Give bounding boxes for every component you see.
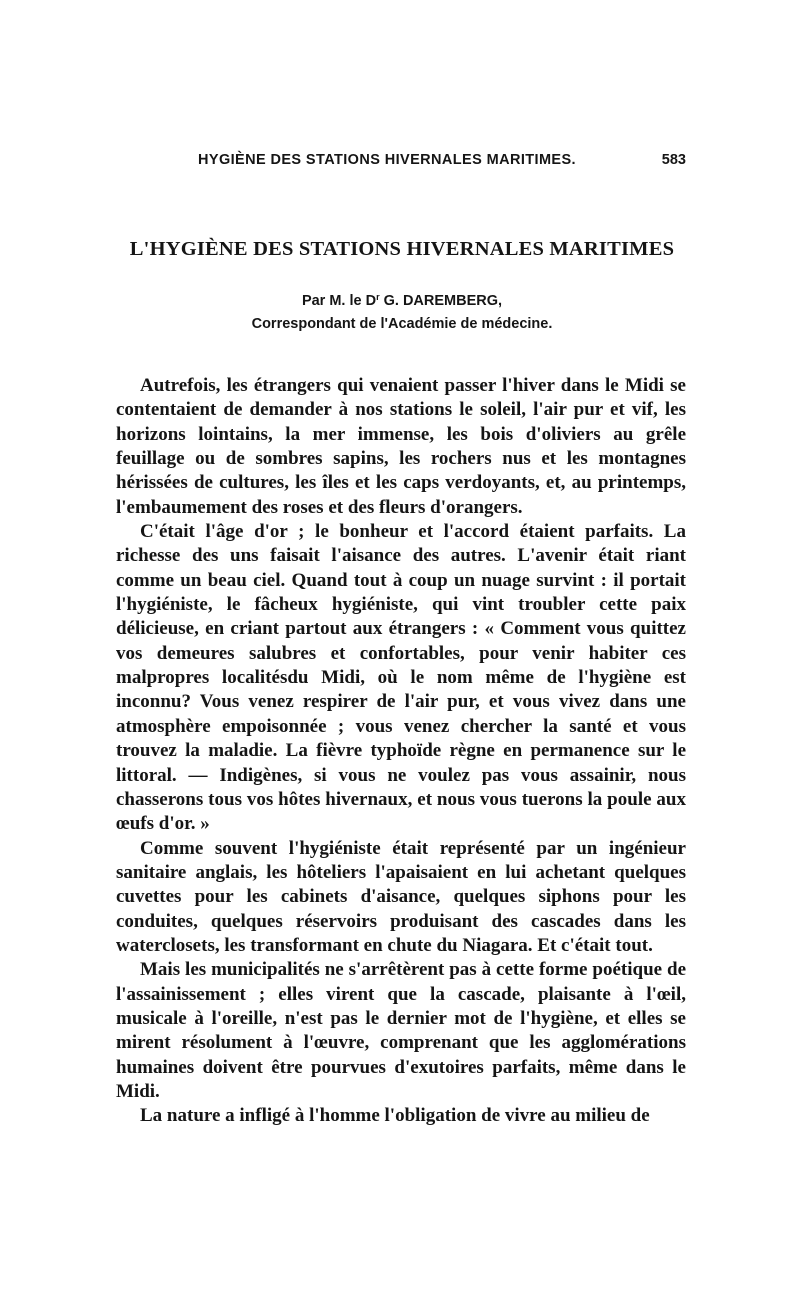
author-affiliation: Correspondant de l'Académie de médecine.	[251, 316, 553, 332]
byline-superscript: r	[376, 292, 380, 302]
paragraph: C'était l'âge d'or ; le bonheur et l'accord étaient parfaits. La richesse des uns faisait l'aisance des autres. L'avenir était riant comme un beau ciel. Quand tout à coup un nuage survint : il portait l'hygiéniste, le fâcheux hygiéniste, qui vint troubler cette paix délicieuse, en criant partout aux étrangers : « Comment vous quittez vos demeures salubres et confortables, pour venir habiter ces malpropres localitésdu Midi, où le nom même de l'hygiène est inconnu? Vous venez respirer de l'air pur, et vous vivez dans une atmosphère empoisonnée ; vous venez chercher la santé et vous trouvez la maladie. La fièvre typhoïde règne en permanence sur le littoral. — Indigènes, si vous ne voulez pas vous assainir, nous chasserons tous vos hôtes hivernaux, et nous vous tuerons la poule aux œufs d'or. »	[116, 521, 686, 835]
paragraph: Autrefois, les étrangers qui venaient passer l'hiver dans le Midi se contentaient de demander à nos stations le soleil, l'air pur et vif, les horizons lointains, la mer immense, les bois d'oliviers au grêle feuillage ou de sombres sapins, les rochers nus et les montagnes hérissées de cultures, les îles et les caps verdoyants, et, au printemps, l'embaumement des roses et des fleurs d'orangers.	[116, 375, 686, 518]
article-title: L'HYGIÈNE DES STATIONS HIVERNALES MARITIMES	[129, 238, 675, 260]
paragraph: La nature a infligé à l'homme l'obligation de vivre au milieu de	[140, 1105, 650, 1127]
running-head	[118, 152, 686, 172]
paragraph: Mais les municipalités ne s'arrêtèrent pas à cette forme poétique de l'assainissement ; elles virent que la cascade, plaisante à l'œil, musicale à l'oreille, n'est pas le dernier mot de l'hygiène, et elles se mirent résolument à l'œuvre, comprenant que les agglomérations humaines doivent être pourvues d'exutoires parfaits, même dans le Midi.	[116, 959, 686, 1102]
page-number: 583	[661, 152, 686, 168]
paragraph: Comme souvent l'hygiéniste était représenté par un ingénieur sanitaire anglais, les hôteliers l'apaisaient en lui achetant quelques cuvettes pour les cabinets d'aisance, quelques siphons pour les conduites, quelques réservoirs produisant des cascades dans les waterclosets, les transformant en chute du Niagara. Et c'était tout.	[116, 837, 686, 956]
byline-prefix: Par M. le D	[301, 293, 377, 309]
author-byline	[118, 292, 686, 309]
running-title: HYGIÈNE DES STATIONS HIVERNALES MARITIMES.	[198, 152, 576, 168]
article-body	[116, 374, 686, 1129]
author-name: G. DAREMBERG,	[379, 293, 503, 309]
